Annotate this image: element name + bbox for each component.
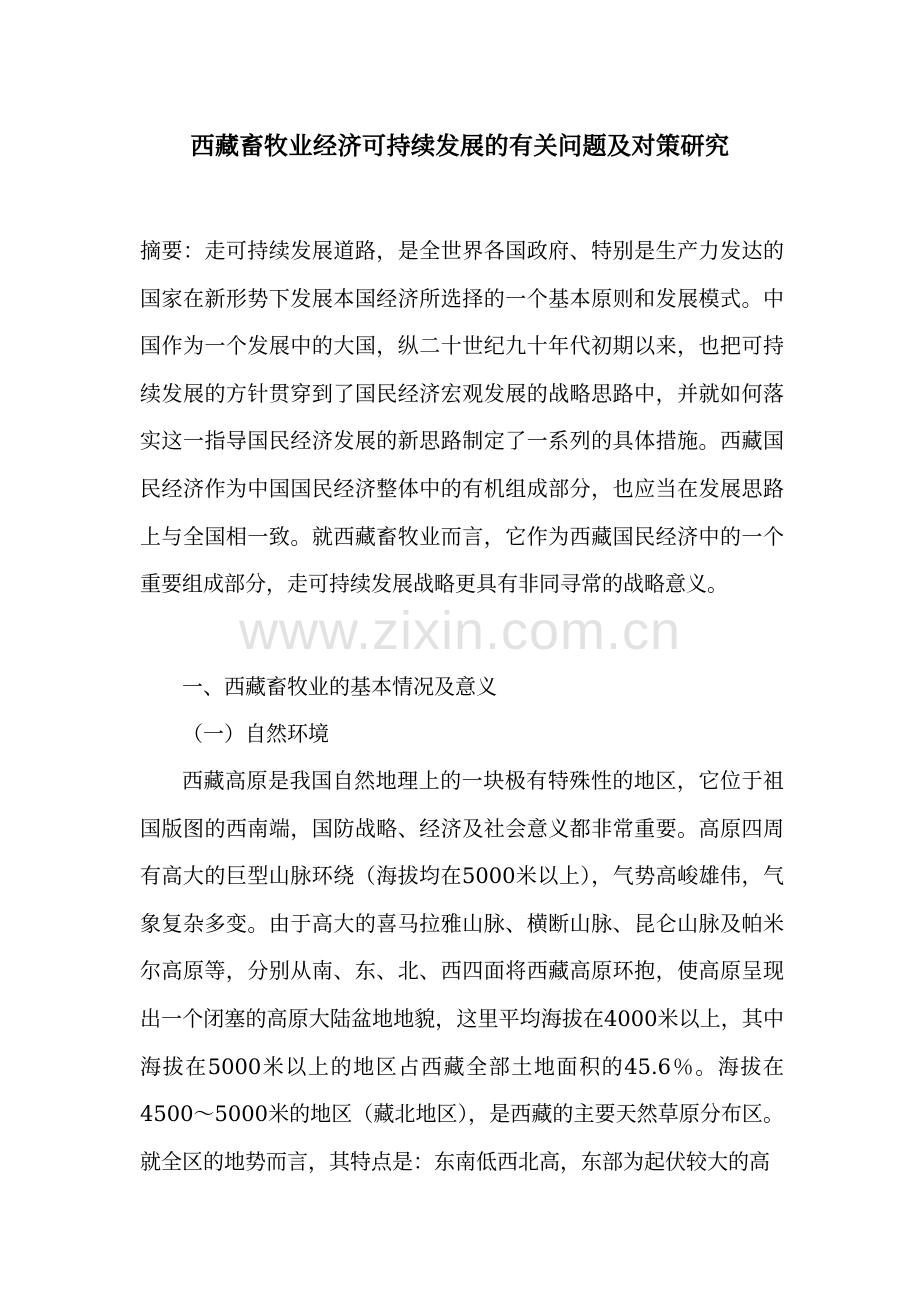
watermark: www.zixin.com.cn <box>238 601 682 661</box>
document-title: 西藏畜牧业经济可持续发展的有关问题及对策研究 <box>190 131 730 160</box>
body-paragraph: 西藏高原是我国自然地理上的一块极有特殊性的地区，它位于祖国版图的西南端，国防战略、经济及社会意义都非常重要。高原四周有高大的巨型山脉环绕（海拔均在5000米以上），气势高峻雄伟，气象复杂多变。由于高大的喜马拉雅山脉、横断山脉、昆仑山脉及帕米尔高原等，分别从南、东、北、西四面将西藏高原环抱，使高原呈现出一个闭塞的高原大陆盆地地貌，这里平均海拔在4000米以上，其中海拔在5000米以上的地区占西藏全部土地面积的45.6％。海拔在4500～5000米的地区（藏北地区），是西藏的主要天然草原分布区。就全区的地势而言，其特点是：东南低西北高，东部为起伏较大的高 <box>140 769 784 1174</box>
subsection-heading: （一）自然环境 <box>182 722 329 746</box>
section-heading: 一、西藏畜牧业的基本情况及意义 <box>182 675 497 699</box>
abstract-paragraph: 摘要：走可持续发展道路，是全世界各国政府、特别是生产力发达的国家在新形势下发展本国经济所选择的一个基本原则和发展模式。中国作为一个发展中的大国，纵二十世纪九十年代初期以来，也把可持续发展的方针贯穿到了国民经济宏观发展的战略思路中，并就如何落实这一指导国民经济发展的新思路制定了一系列的具体措施。西藏国民经济作为中国国民经济整体中的有机组成部分，也应当在发展思路上与全国相一致。就西藏畜牧业而言，它作为西藏国民经济中的一个重要组成部分，走可持续发展战略更具有非同寻常的战略意义。 <box>140 239 784 597</box>
